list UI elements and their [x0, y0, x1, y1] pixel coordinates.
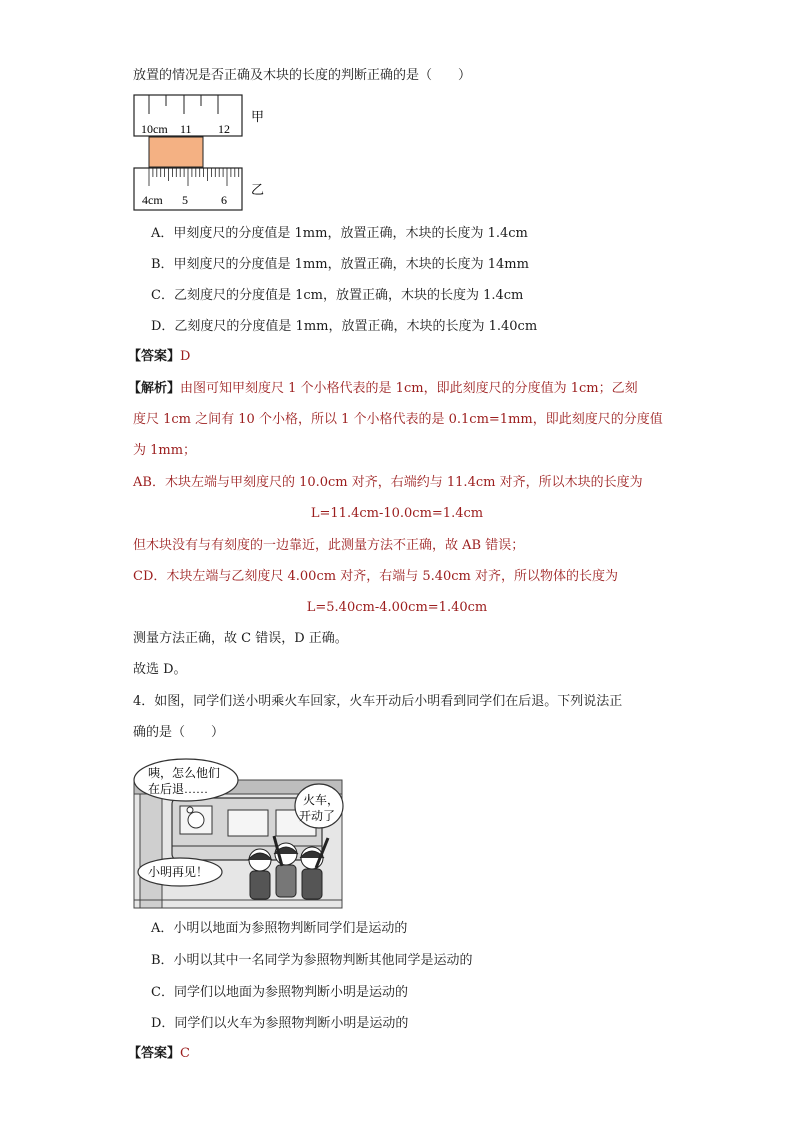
ruler-yi-tick-0: 4cm	[142, 193, 163, 207]
q4-option-b: B．小明以其中一名同学为参照物判断其他同学是运动的	[151, 953, 473, 968]
q3-answer	[128, 349, 190, 365]
q3-option-b: B．甲刻度尺的分度值是 1mm，放置正确，木块的长度为 14mm	[151, 257, 529, 272]
q4-answer	[128, 1046, 190, 1062]
analysis-text: 由图可知甲刻度尺 1 个小格代表的是 1cm，即此刻度尺的分度值为 1cm；乙刻	[180, 381, 638, 396]
bubble-left-line-2: 在后退……	[148, 782, 209, 796]
ruler-jia-label: 甲	[251, 109, 265, 124]
bubble-left-line-1: 咦，怎么他们	[148, 766, 221, 780]
q3-formula-1: L=11.4cm-10.0cm=1.4cm	[310, 506, 484, 521]
q4-option-d: D．同学们以火车为参照物判断小明是运动的	[151, 1016, 409, 1031]
q3-analysis-line-7: CD．木块左端与乙刻度尺 4.00cm 对齐，右端与 5.40cm 对齐，所以物体的长度为	[133, 569, 619, 584]
answer-value: D	[180, 349, 191, 364]
q4-option-c: C．同学们以地面为参照物判断小明是运动的	[151, 985, 408, 1000]
q3-analysis-line-6: 但木块没有与有刻度的一边靠近，此测量方法不正确，故 AB 错误；	[133, 538, 525, 553]
q3-analysis-line-2: 度尺 1cm 之间有 10 个小格，所以 1 个小格代表的是 0.1cm=1mm，即此刻度尺的分度值	[133, 412, 663, 427]
q3-option-d: D．乙刻度尺的分度值是 1mm，放置正确，木块的长度为 1.40cm	[151, 319, 538, 334]
q4-option-a: A．小明以地面为参照物判断同学们是运动的	[151, 921, 408, 936]
analysis-label: 【解析】	[128, 381, 181, 396]
ruler-jia-tick-0: 10cm	[141, 122, 168, 136]
bubble-right-line-2: 开动了	[299, 809, 336, 823]
train-illustration	[132, 758, 344, 910]
q3-option-a: A．甲刻度尺的分度值是 1mm，放置正确，木块的长度为 1.4cm	[151, 226, 528, 241]
bubble-right-line-1: 火车，	[303, 793, 340, 807]
ruler-yi-tick-2: 6	[221, 193, 227, 207]
q3-analysis-line-3: 为 1mm；	[133, 443, 197, 458]
answer-value: C	[180, 1046, 190, 1061]
ruler-yi-label: 乙	[251, 182, 265, 197]
question-intro: 放置的情况是否正确及木块的长度的判断正确的是（ ）	[133, 68, 472, 83]
answer-label: 【答案】	[128, 1046, 181, 1061]
answer-label: 【答案】	[128, 349, 181, 364]
q3-option-c: C．乙刻度尺的分度值是 1cm，放置正确，木块的长度为 1.4cm	[151, 288, 524, 303]
q4-stem-line-1: 4．如图，同学们送小明乘火车回家，火车开动后小明看到同学们在后退。下列说法正	[133, 694, 623, 709]
q3-analysis-line-1	[128, 381, 638, 397]
ruler-figure	[130, 92, 270, 214]
q3-formula-2: L=5.40cm-4.00cm=1.40cm	[306, 600, 488, 615]
wood-block	[149, 137, 203, 167]
ruler-jia-tick-2: 12	[218, 122, 230, 136]
q3-analysis-line-9: 测量方法正确，故 C 错误，D 正确。	[133, 631, 348, 646]
ruler-yi-tick-1: 5	[182, 193, 188, 207]
q4-stem-line-2: 确的是（ ）	[133, 725, 225, 740]
q3-analysis-line-4: AB．木块左端与甲刻度尺的 10.0cm 对齐，右端约与 11.4cm 对齐，所以木块的长度为	[133, 475, 643, 490]
ruler-jia-tick-1: 11	[180, 122, 192, 136]
q3-conclusion: 故选 D。	[133, 662, 187, 677]
bubble-bottom-text: 小明再见！	[148, 865, 209, 879]
xiaoming-figure	[188, 812, 204, 828]
